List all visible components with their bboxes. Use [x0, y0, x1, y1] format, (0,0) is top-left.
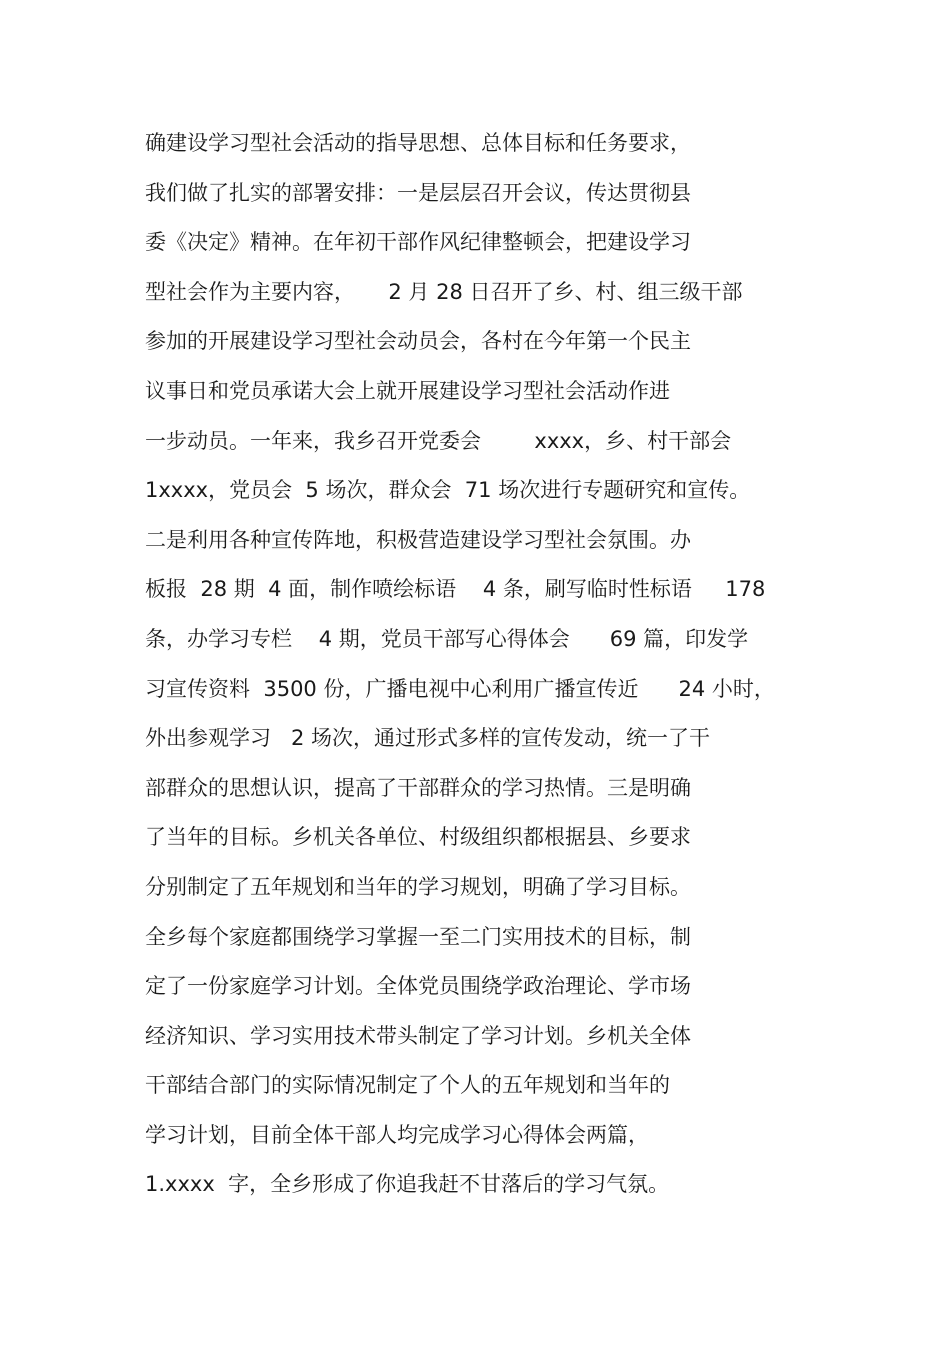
text-line: 型社会作为主要内容， 2 月 28 日召开了乡、村、组三级干部 — [145, 279, 743, 304]
text-line: 1xxxx，党员会 5 场次，群众会 71 场次进行专题研究和宣传。 — [145, 478, 751, 503]
text-line: 确建设学习型社会活动的指导思想、总体目标和任务要求， — [145, 131, 691, 155]
text-line: 我们做了扎实的部署安排：一是层层召开会议，传达贯彻县 — [145, 180, 691, 205]
text-line: 学习计划，目前全体干部人均完成学习心得体会两篇， — [145, 1122, 649, 1147]
text-line: 参加的开展建设学习型社会动员会，各村在今年第一个民主 — [145, 329, 691, 354]
text-line: 部群众的思想认识，提高了干部群众的学习热情。三是明确 — [145, 775, 691, 800]
text-line: 议事日和党员承诺大会上就开展建设学习型社会活动作进 — [145, 378, 670, 403]
text-line: 了当年的目标。乡机关各单位、村级组织都根据县、乡要求 — [145, 825, 691, 850]
text-line: 经济知识、学习实用技术带头制定了学习计划。乡机关全体 — [145, 1023, 691, 1048]
text-line: 干部结合部门的实际情况制定了个人的五年规划和当年的 — [145, 1073, 670, 1098]
text-line: 外出参观学习 2 场次，通过形式多样的宣传发动，统一了干 — [145, 726, 711, 751]
text-line: 委《决定》精神。在年初干部作风纪律整顿会，把建设学习 — [145, 230, 691, 255]
text-line: 板报 28 期 4 面，制作喷绘标语 4 条，刷写临时性标语 178 — [145, 577, 766, 602]
text-line: 1.xxxx 字，全乡形成了你追我赶不甘落后的学习气氛。 — [145, 1172, 670, 1197]
body-paragraph — [145, 119, 845, 1210]
text-line: 分别制定了五年规划和当年的学习规划，明确了学习目标。 — [145, 874, 691, 899]
text-line: 全乡每个家庭都围绕学习掌握一至二门实用技术的目标，制 — [145, 924, 691, 949]
text-line: 习宣传资料 3500 份，广播电视中心利用广播宣传近 24 小时， — [145, 676, 775, 701]
text-line: 二是利用各种宣传阵地，积极营造建设学习型社会氛围。办 — [145, 527, 691, 552]
text-line: 条，办学习专栏 4 期，党员干部写心得体会 69 篇，印发学 — [145, 626, 749, 651]
text-line: 定了一份家庭学习计划。全体党员围绕学政治理论、学市场 — [145, 974, 691, 999]
text-line: 一步动员。一年来，我乡召开党委会 xxxx，乡、村干部会 — [145, 428, 732, 453]
